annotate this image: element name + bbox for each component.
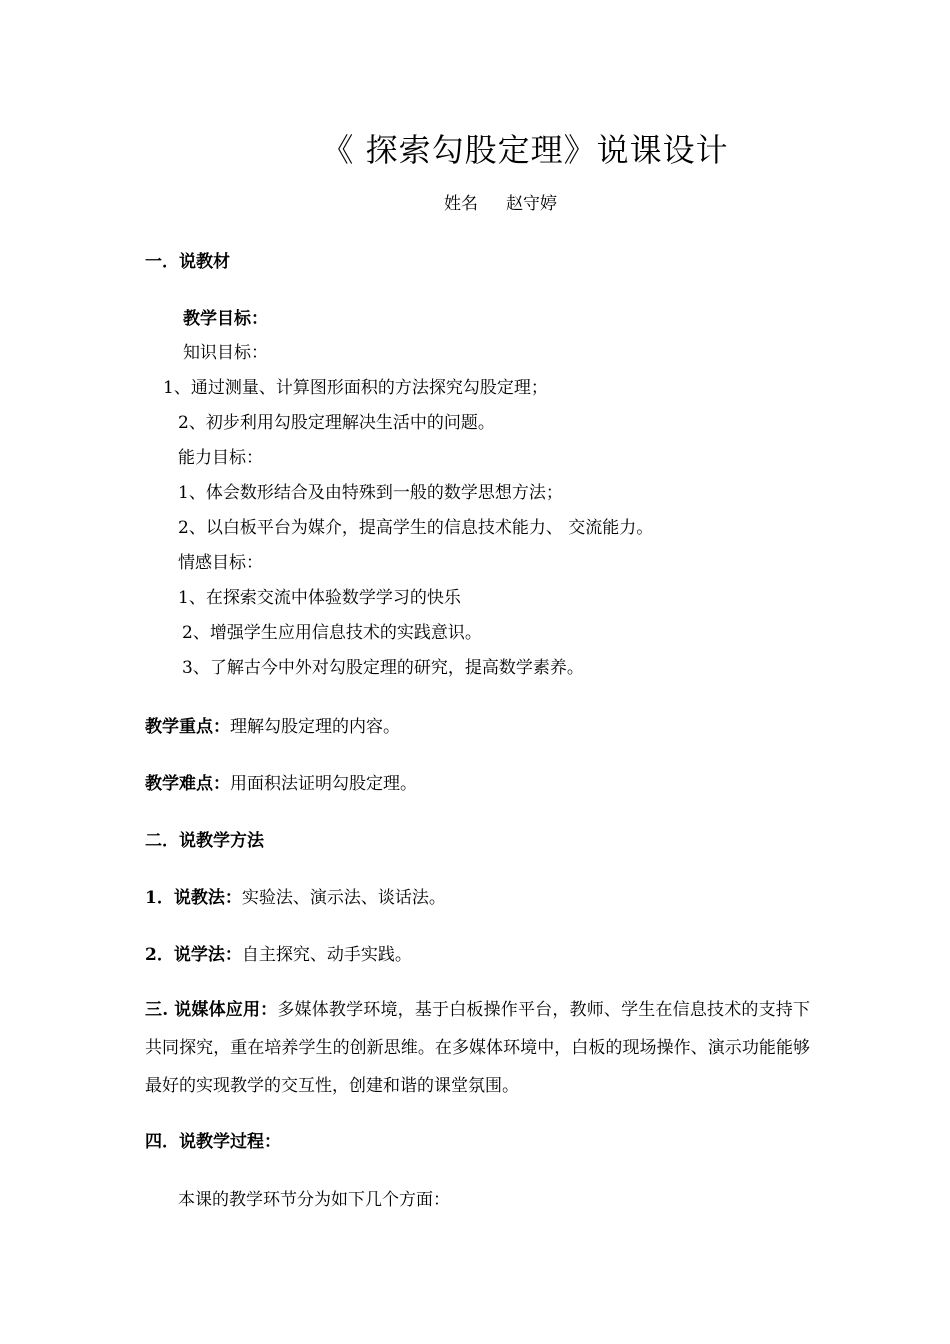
- teaching-method-label: 1．说教法：: [145, 888, 242, 908]
- media-application-text: 多媒体教学环境，基于白板操作平台，教师、学生在信息技术的支持下共同探究，重在培养学生的创新思维。在多媒体环境中，白板的现场操作、演示功能能够最好的实现教学的交互性，创建和谐的课堂氛围。: [145, 1000, 810, 1096]
- learning-method-label: 2．说学法：: [145, 945, 242, 965]
- author-name: 赵守婷: [506, 194, 557, 214]
- ability-goal-item: 2、以白板平台为媒介，提高学生的信息技术能力、 交流能力。: [178, 518, 654, 538]
- emotion-goal-item: 2、增强学生应用信息技术的实践意识。: [182, 623, 482, 643]
- goals-heading: 教学目标：: [183, 309, 268, 329]
- media-application-label: 三. 说媒体应用：: [145, 1000, 278, 1020]
- key-point-text: 理解勾股定理的内容。: [230, 717, 400, 737]
- knowledge-goals-heading: 知识目标：: [183, 343, 268, 363]
- learning-method: [145, 944, 412, 966]
- key-point-label: 教学重点：: [145, 717, 230, 737]
- author-line: [444, 192, 557, 216]
- author-label: 姓名: [444, 194, 478, 214]
- media-application-paragraph: [145, 991, 810, 1105]
- section-heading-textbook: 一．说教材: [145, 252, 230, 272]
- difficulty-label: 教学难点：: [145, 774, 230, 794]
- emotion-goal-item: 3、了解古今中外对勾股定理的研究，提高数学素养。: [182, 658, 584, 678]
- difficulty-text: 用面积法证明勾股定理。: [230, 774, 417, 794]
- section-heading-process: 四．说教学过程：: [145, 1132, 281, 1152]
- knowledge-goal-item: 2、初步利用勾股定理解决生活中的问题。: [178, 413, 495, 433]
- knowledge-goal-item: 1、通过测量、计算图形面积的方法探究勾股定理；: [163, 378, 548, 398]
- difficulty: [145, 773, 417, 795]
- document-title: 《 探索勾股定理》说课设计: [321, 131, 729, 169]
- ability-goal-item: 1、体会数形结合及由特殊到一般的数学思想方法；: [178, 483, 563, 503]
- learning-method-text: 自主探究、动手实践。: [241, 945, 412, 965]
- emotion-goal-item: 1、在探索交流中体验数学学习的快乐: [178, 588, 461, 608]
- key-point: [145, 716, 400, 738]
- teaching-method: [145, 887, 446, 909]
- emotion-goals-heading: 情感目标：: [178, 553, 263, 573]
- process-intro: 本课的教学环节分为如下几个方面：: [178, 1190, 450, 1210]
- section-heading-methods: 二．说教学方法: [145, 831, 264, 851]
- ability-goals-heading: 能力目标：: [178, 448, 263, 468]
- teaching-method-text: 实验法、演示法、谈话法。: [241, 888, 446, 908]
